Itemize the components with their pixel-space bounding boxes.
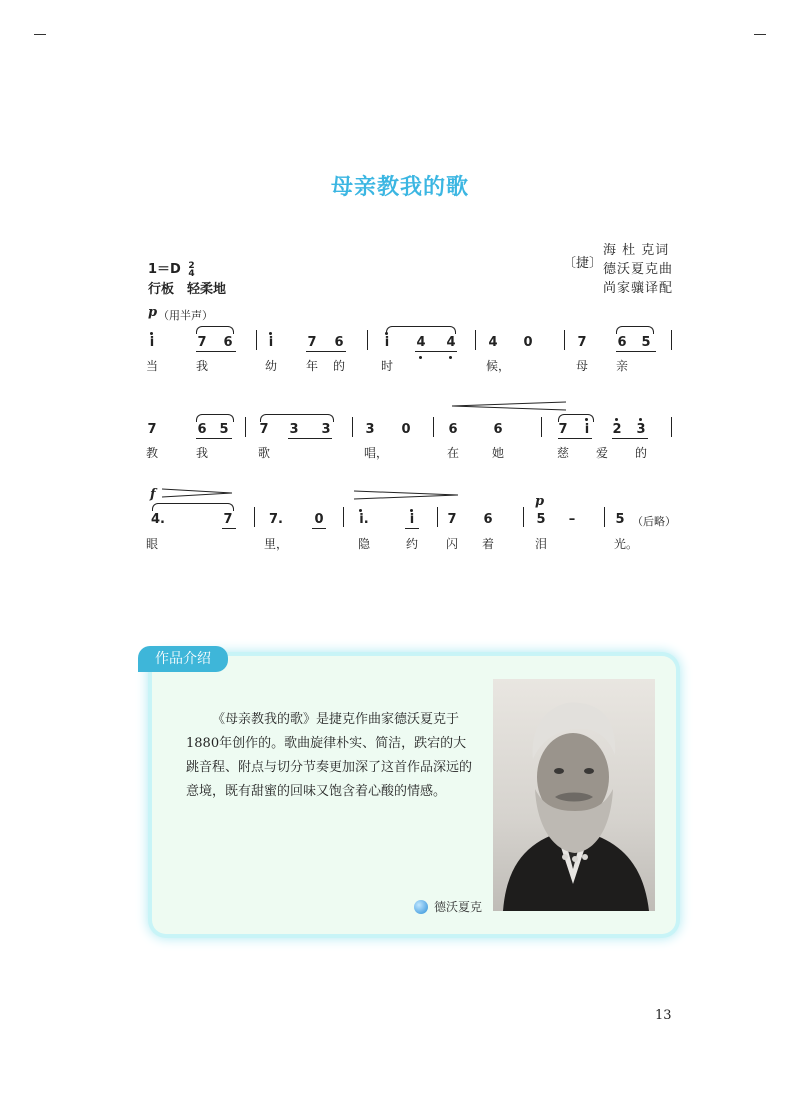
barline [256,330,257,350]
lyric: 亲 [615,359,629,373]
lyric: 的 [634,446,648,460]
underline [222,528,236,529]
tie [152,503,234,511]
barline [671,417,672,437]
photo-caption: 德沃夏克 [434,900,483,914]
underline [405,528,419,529]
note: 7 [147,422,157,437]
high-dot [639,418,642,421]
lyric: 泪 [534,537,548,551]
underline [415,351,457,352]
note: 0 [314,512,324,527]
note: i. [359,512,369,527]
dynamic-f: f [150,487,156,502]
barline [604,507,605,527]
barline [523,507,524,527]
note: 5 [536,512,546,527]
lyric: 的 [332,359,346,373]
caption-bullet-icon [414,900,428,914]
lyric: 年 [305,359,319,373]
crescendo-hairpin [450,400,570,412]
note: 5 [641,335,651,350]
note: 3 [289,422,299,437]
slur [196,326,234,334]
note: 4. [151,512,165,527]
lyric: 在 [446,446,460,460]
barline [475,330,476,350]
low-dot [449,356,452,359]
slur [196,414,234,422]
note: 7 [223,512,233,527]
note: 7 [558,422,568,437]
lyric: 母 [575,359,589,373]
note: 3 [321,422,331,437]
lyric: 隐 [357,537,371,551]
lyric: 时 [380,359,394,373]
note: 4 [416,335,426,350]
dynamic-p: p [535,494,545,509]
underline [616,351,656,352]
barline [433,417,434,437]
portrait-illustration [493,679,655,911]
dynamic-p: p [148,305,158,320]
note: 6 [483,512,493,527]
slur [616,326,654,334]
barline [437,507,438,527]
note: i [584,422,590,437]
note: 6 [223,335,233,350]
lyric: 当 [145,359,159,373]
note: 3 [636,422,646,437]
note: 6 [197,422,207,437]
page-number: 13 [655,1008,672,1023]
lyric: 里， [263,537,289,551]
intro-tag: 作品介绍 [138,646,228,672]
high-dot [615,418,618,421]
lyric: 我 [195,446,209,460]
underline [196,438,232,439]
barline [564,330,565,350]
barline [245,417,246,437]
note: 4 [446,335,456,350]
underline [558,438,592,439]
note: 3 [365,422,375,437]
note: 4 [488,335,498,350]
barline [367,330,368,350]
decrescendo-hairpin [160,487,234,499]
lyric: 我 [195,359,209,373]
lyric: 幼 [264,359,278,373]
barline [343,507,344,527]
lyric: 约 [405,537,419,551]
note: 0 [523,335,533,350]
origin-bracket: 〔捷〕 [563,256,603,271]
barline [352,417,353,437]
dynamic-note: （用半声） [158,309,213,322]
note: 6 [448,422,458,437]
slur [558,414,594,422]
song-title: 母亲教我的歌 [330,175,469,200]
lyric: 唱， [363,446,389,460]
note: 2 [612,422,622,437]
lyric: 她 [491,446,505,460]
barline [541,417,542,437]
time-signature: 2 4 [188,260,195,279]
note: 7 [197,335,207,350]
high-dot [585,418,588,421]
barline [254,507,255,527]
slur [386,326,456,334]
lyric: 候， [485,359,511,373]
key-label: 1＝D [148,262,181,277]
omitted-note: （后略） [632,515,676,528]
key-signature [148,258,195,278]
underline [288,438,332,439]
lyric: 闪 [445,537,459,551]
note: 7 [577,335,587,350]
underline [196,351,236,352]
lyric: 光。 [613,537,639,551]
decrescendo-hairpin [352,489,462,501]
note: 7 [447,512,457,527]
underline [306,351,346,352]
underline [312,528,326,529]
tempo-marking: 行板 轻柔地 [148,282,227,297]
slur [260,414,334,422]
underline [612,438,648,439]
crop-mark-right [754,34,766,35]
composer: 德沃夏克曲 [603,262,674,277]
note: 6 [334,335,344,350]
lyric: 歌 [257,446,271,460]
crop-mark-left [34,34,46,35]
note: 5 [219,422,229,437]
lyric: 眼 [145,537,159,551]
note: 0 [401,422,411,437]
note: 6 [617,335,627,350]
note: 7 [259,422,269,437]
low-dot [419,356,422,359]
lyric: 爱 [595,446,609,460]
lyricist: 海 杜 克词 [603,243,670,258]
note: 7 [307,335,317,350]
lyric: 着 [481,537,495,551]
barline [671,330,672,350]
note: i [384,335,390,350]
dash: – [568,512,576,527]
note: i [149,335,155,350]
note: i [268,335,274,350]
note: 6 [493,422,503,437]
note: i [409,512,415,527]
intro-text: 《母亲教我的歌》是捷克作曲家德沃夏克于1880年创作的。歌曲旋律朴实、简洁，跌宕的大跳音程、附点与切分节奏更加深了这首作品深远的意境，既有甜蜜的回味又饱含着心酸的情感。 [186,712,473,799]
lyric: 慈 [556,446,570,460]
lyric: 教 [145,446,159,460]
note: 5 [615,512,625,527]
translator: 尚家骧译配 [603,281,674,296]
note: 7. [269,512,283,527]
portrait-photo [493,679,655,911]
credits [603,241,673,298]
